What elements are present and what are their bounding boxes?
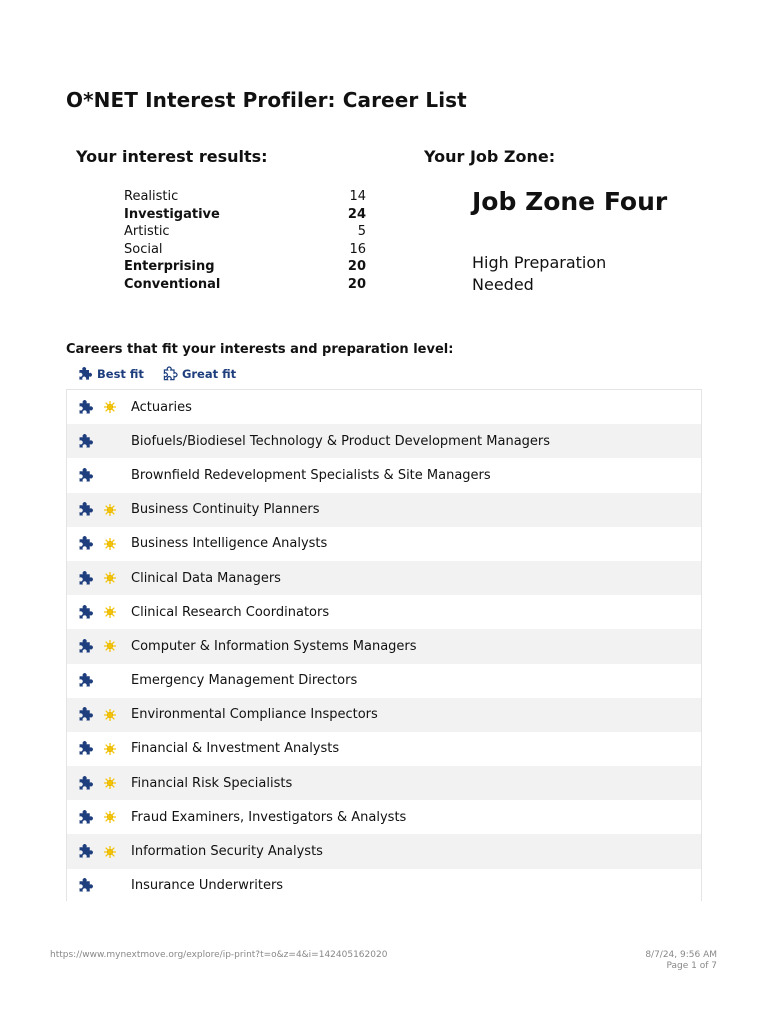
bright-outlook-slot [104,504,116,516]
bright-outlook-sun-icon [104,743,116,755]
best-fit-puzzle-icon [77,570,94,587]
bright-outlook-sun-icon [104,401,116,413]
best-fit-puzzle-icon [77,809,94,826]
best-fit-puzzle-icon [77,604,94,621]
score-row-conventional [124,276,366,294]
careers-heading: Careers that fit your interests and preparation level: [66,342,454,357]
bright-outlook-slot [104,538,116,550]
bright-outlook-slot [104,777,116,789]
footer-page-number: Page 1 of 7 [666,961,717,971]
best-fit-puzzle-icon [77,433,94,450]
career-row[interactable] [67,732,701,766]
best-fit-puzzle-icon [77,638,94,655]
score-label: Social [124,241,163,257]
career-row[interactable] [67,766,701,800]
bright-outlook-sun-icon [104,538,116,550]
great-fit-puzzle-icon [162,366,178,382]
career-name[interactable]: Fraud Examiners, Investigators & Analysts [131,809,407,825]
career-list [66,389,702,901]
best-fit-puzzle-icon [77,399,94,416]
best-fit-puzzle-icon [77,775,94,792]
career-name[interactable]: Emergency Management Directors [131,673,358,689]
score-value: 16 [349,241,366,257]
bright-outlook-slot [104,675,116,687]
bright-outlook-slot [104,469,116,481]
score-value: 20 [347,259,366,275]
career-name[interactable]: Brownfield Redevelopment Specialists & Site Managers [131,467,491,483]
bright-outlook-slot [104,606,116,618]
bright-outlook-slot [104,572,116,584]
score-label: Enterprising [124,259,215,275]
bright-outlook-slot [104,880,116,892]
bright-outlook-slot [104,709,116,721]
legend-best-fit [77,366,144,382]
score-row-social [124,241,366,259]
best-fit-puzzle-icon [77,366,93,382]
bright-outlook-sun-icon [104,572,116,584]
legend-great-fit [162,366,236,382]
career-name[interactable]: Business Intelligence Analysts [131,536,328,552]
career-name[interactable]: Financial Risk Specialists [131,775,293,791]
legend-great-fit-label: Great fit [181,367,237,381]
score-value: 14 [349,189,366,204]
job-zone-heading: Your Job Zone: [424,147,556,166]
career-row[interactable] [67,664,701,698]
job-zone-title: Job Zone Four [472,187,668,216]
career-row[interactable] [67,424,701,458]
interest-results-heading: Your interest results: [76,147,268,166]
career-name[interactable]: Clinical Data Managers [131,570,281,586]
score-row-investigative [124,206,366,224]
career-name[interactable]: Insurance Underwriters [131,878,284,894]
bright-outlook-sun-icon [104,846,116,858]
bright-outlook-slot [104,435,116,447]
career-row[interactable] [67,629,701,663]
interest-scores-table [124,188,366,294]
best-fit-puzzle-icon [77,740,94,757]
score-value: 20 [347,276,366,292]
score-label: Realistic [124,189,179,204]
score-label: Artistic [124,224,170,240]
best-fit-puzzle-icon [77,501,94,518]
score-value: 5 [357,224,366,240]
best-fit-puzzle-icon [77,843,94,860]
career-name[interactable]: Environmental Compliance Inspectors [131,707,378,723]
career-name[interactable]: Actuaries [131,399,192,415]
bright-outlook-slot [104,846,116,858]
footer-datetime: 8/7/24, 9:56 AM [645,950,717,960]
best-fit-puzzle-icon [77,467,94,484]
bright-outlook-sun-icon [104,504,116,516]
score-row-realistic [124,188,366,206]
bright-outlook-sun-icon [104,777,116,789]
career-name[interactable]: Computer & Information Systems Managers [131,638,417,654]
career-row[interactable] [67,527,701,561]
bright-outlook-sun-icon [104,606,116,618]
fit-legend [77,366,254,382]
score-row-artistic [124,223,366,241]
best-fit-puzzle-icon [77,672,94,689]
score-value: 24 [347,206,366,222]
best-fit-puzzle-icon [77,877,94,894]
career-row[interactable] [67,869,701,901]
career-row[interactable] [67,698,701,732]
career-row[interactable] [67,561,701,595]
career-row[interactable] [67,800,701,834]
bright-outlook-slot [104,811,116,823]
bright-outlook-slot [104,401,116,413]
bright-outlook-sun-icon [104,709,116,721]
career-row[interactable] [67,390,701,424]
career-row[interactable] [67,834,701,868]
career-name[interactable]: Business Continuity Planners [131,502,320,518]
bright-outlook-sun-icon [104,640,116,652]
page-title: O*NET Interest Profiler: Career List [66,88,467,112]
score-label: Investigative [124,206,220,222]
job-zone-subtitle: High Preparation Needed [472,253,607,294]
legend-best-fit-label: Best fit [97,367,144,381]
career-name[interactable]: Clinical Research Coordinators [131,604,330,620]
score-row-enterprising [124,258,366,276]
career-name[interactable]: Financial & Investment Analysts [131,741,340,757]
career-row[interactable] [67,595,701,629]
career-row[interactable] [67,458,701,492]
bright-outlook-slot [104,640,116,652]
footer-page-info [645,950,717,972]
bright-outlook-slot [104,743,116,755]
score-label: Conventional [124,276,221,292]
career-name[interactable]: Biofuels/Biodiesel Technology & Product Development Managers [131,433,551,449]
career-name[interactable]: Information Security Analysts [131,844,323,860]
best-fit-puzzle-icon [77,706,94,723]
best-fit-puzzle-icon [77,535,94,552]
footer-url: https://www.mynextmove.org/explore/ip-print?t=o&z=4&i=142405162020 [50,950,388,960]
bright-outlook-sun-icon [104,811,116,823]
career-row[interactable] [67,493,701,527]
